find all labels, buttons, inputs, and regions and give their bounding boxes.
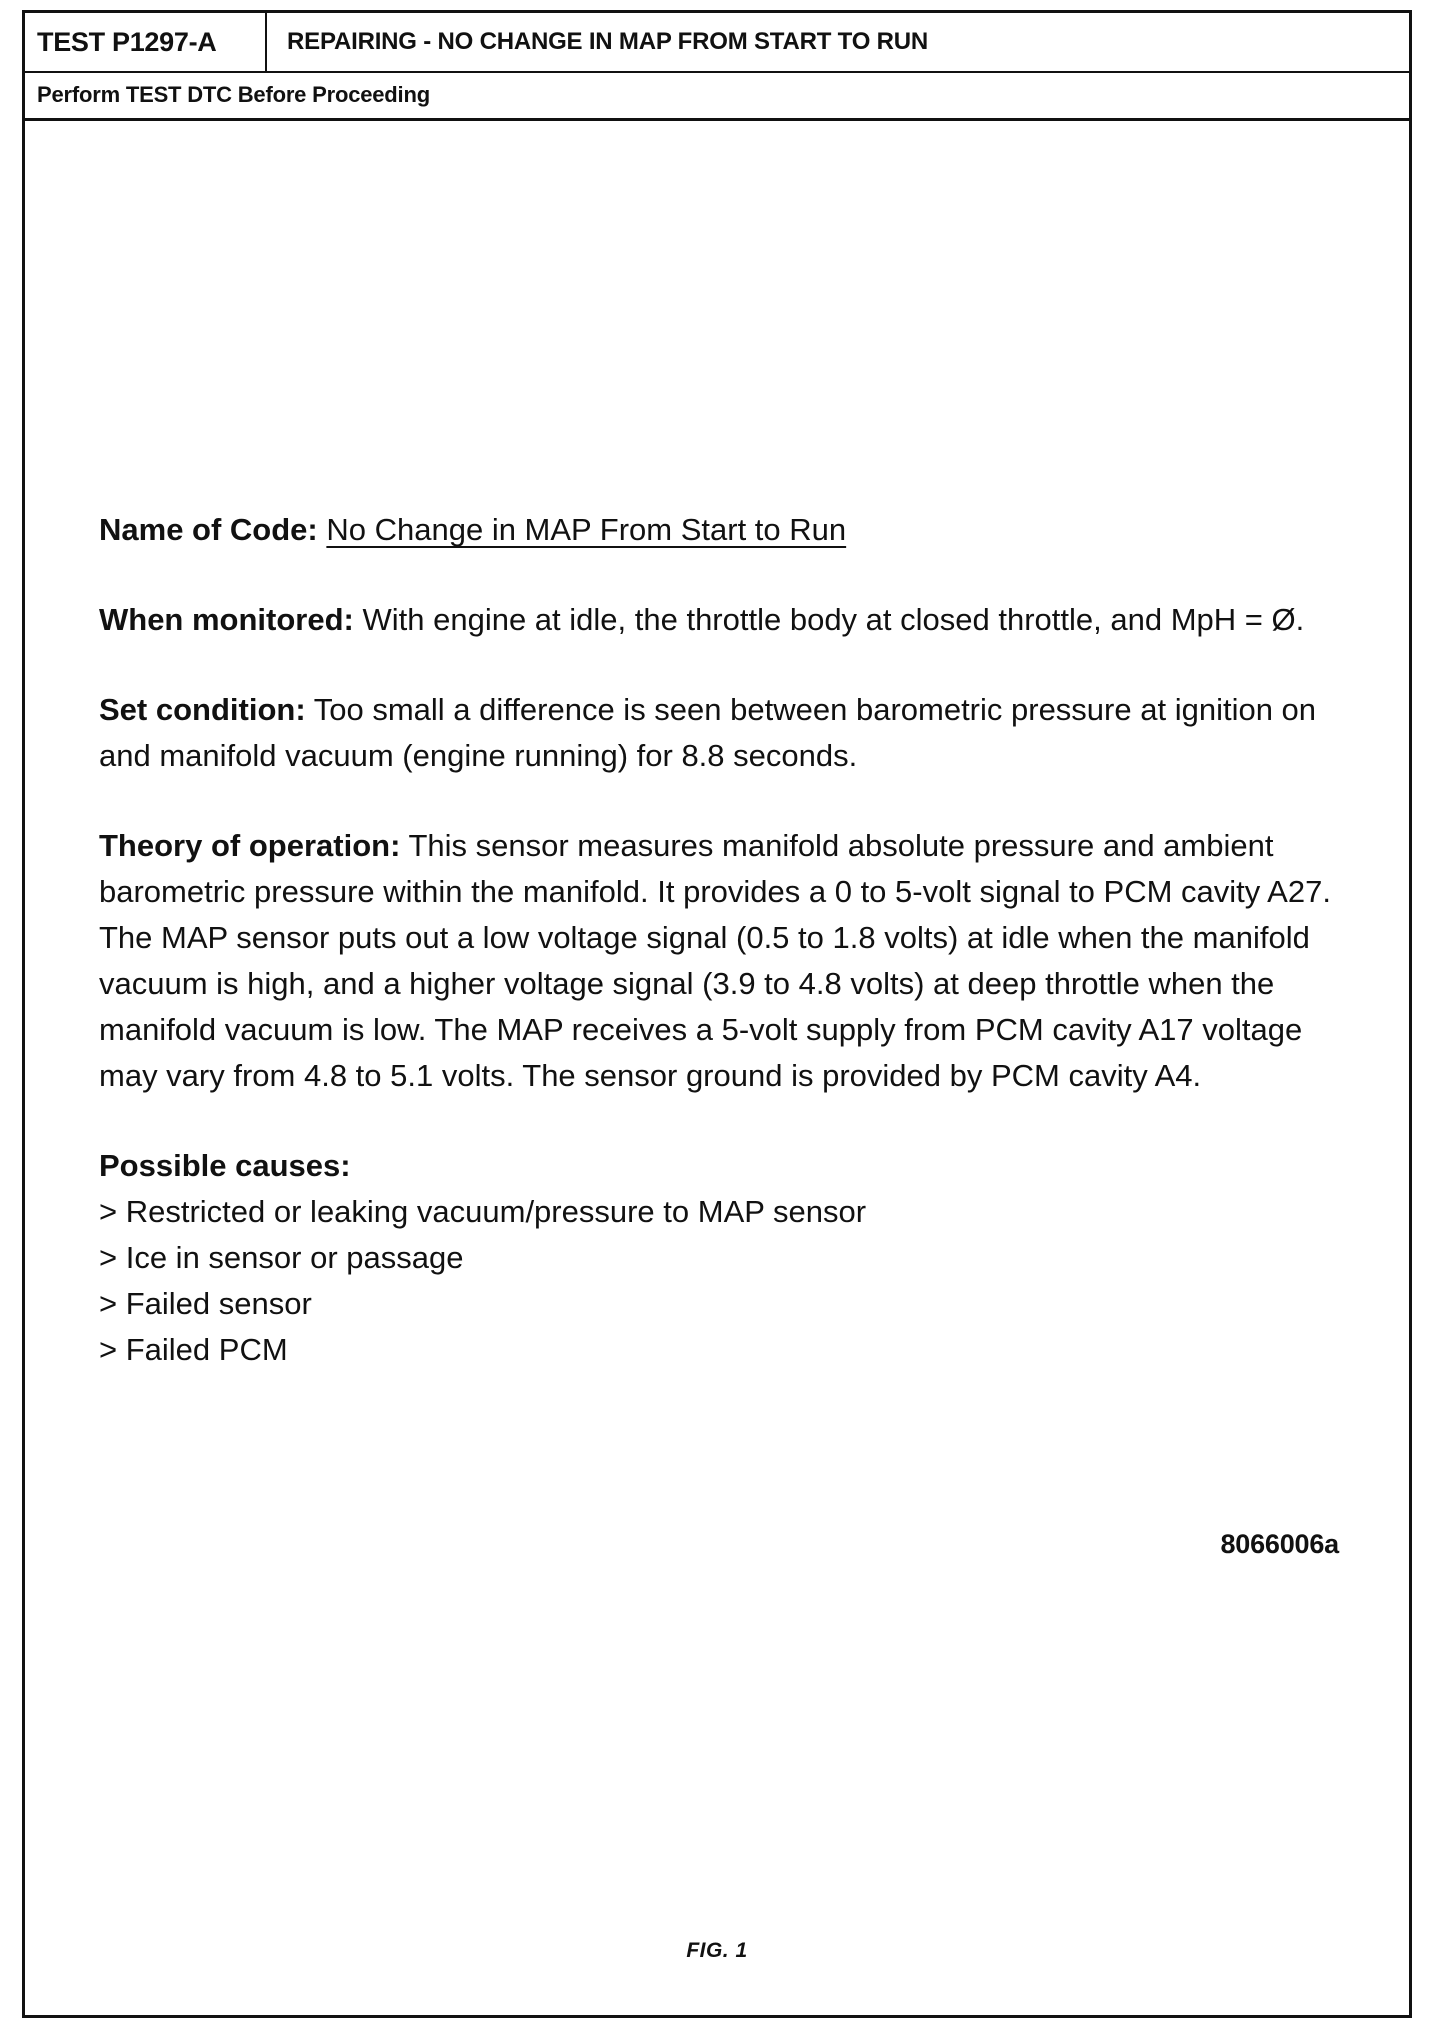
- set-condition-label: Set condition:: [99, 692, 306, 727]
- set-condition-text: Too small a difference is seen between barometric pressure at ignition on and manifold vacuum (engine running) for 8.8 seconds.: [99, 692, 1317, 773]
- test-title: REPAIRING - NO CHANGE IN MAP FROM START TO RUN: [287, 28, 929, 55]
- theory-of-operation-label: Theory of operation:: [99, 828, 401, 863]
- figure-id: 8066006a: [1220, 1529, 1339, 1559]
- when-monitored-paragraph: [99, 597, 1359, 643]
- list-item: > Ice in sensor or passage: [99, 1240, 464, 1275]
- possible-causes-list: [99, 1189, 1359, 1373]
- list-item: > Restricted or leaking vacuum/pressure to MAP sensor: [99, 1194, 867, 1229]
- test-id: TEST P1297-A: [25, 13, 267, 71]
- subheader-row: [25, 73, 1409, 121]
- list-item: > Failed PCM: [99, 1332, 288, 1367]
- document-body: [99, 507, 1359, 1373]
- name-of-code-paragraph: [99, 507, 1359, 553]
- header-row: [25, 13, 1409, 73]
- list-item: > Failed sensor: [99, 1286, 312, 1321]
- possible-causes-label: Possible causes:: [99, 1148, 351, 1183]
- possible-causes-section: [99, 1143, 1359, 1373]
- name-of-code-label: Name of Code:: [99, 512, 318, 547]
- figure-label: FIG. 1: [686, 1939, 748, 1962]
- document-frame: [22, 10, 1412, 2018]
- theory-of-operation-text: This sensor measures manifold absolute pressure and ambient barometric pressure within the manifold. It provides a 0 to 5-volt signal to PCM cavity A27. The MAP sensor puts out a low voltage signal (0.5 to 1.8 volts) at idle when the manifold vacuum is high, and a higher voltage signal (3.9 to 4.8 volts) at deep throttle when the manifold vacuum is low. The MAP receives a 5-volt supply from PCM cavity A17 voltage may vary from 4.8 to 5.1 volts. The sensor ground is provided by PCM cavity A4.: [99, 828, 1331, 1093]
- when-monitored-label: When monitored:: [99, 602, 354, 637]
- set-condition-paragraph: [99, 687, 1359, 779]
- name-of-code-value: No Change in MAP From Start to Run: [326, 512, 847, 547]
- when-monitored-text: With engine at idle, the throttle body at closed throttle, and MpH = Ø.: [362, 602, 1305, 637]
- subheader-text: Perform TEST DTC Before Proceeding: [37, 82, 430, 107]
- theory-of-operation-paragraph: [99, 823, 1359, 1099]
